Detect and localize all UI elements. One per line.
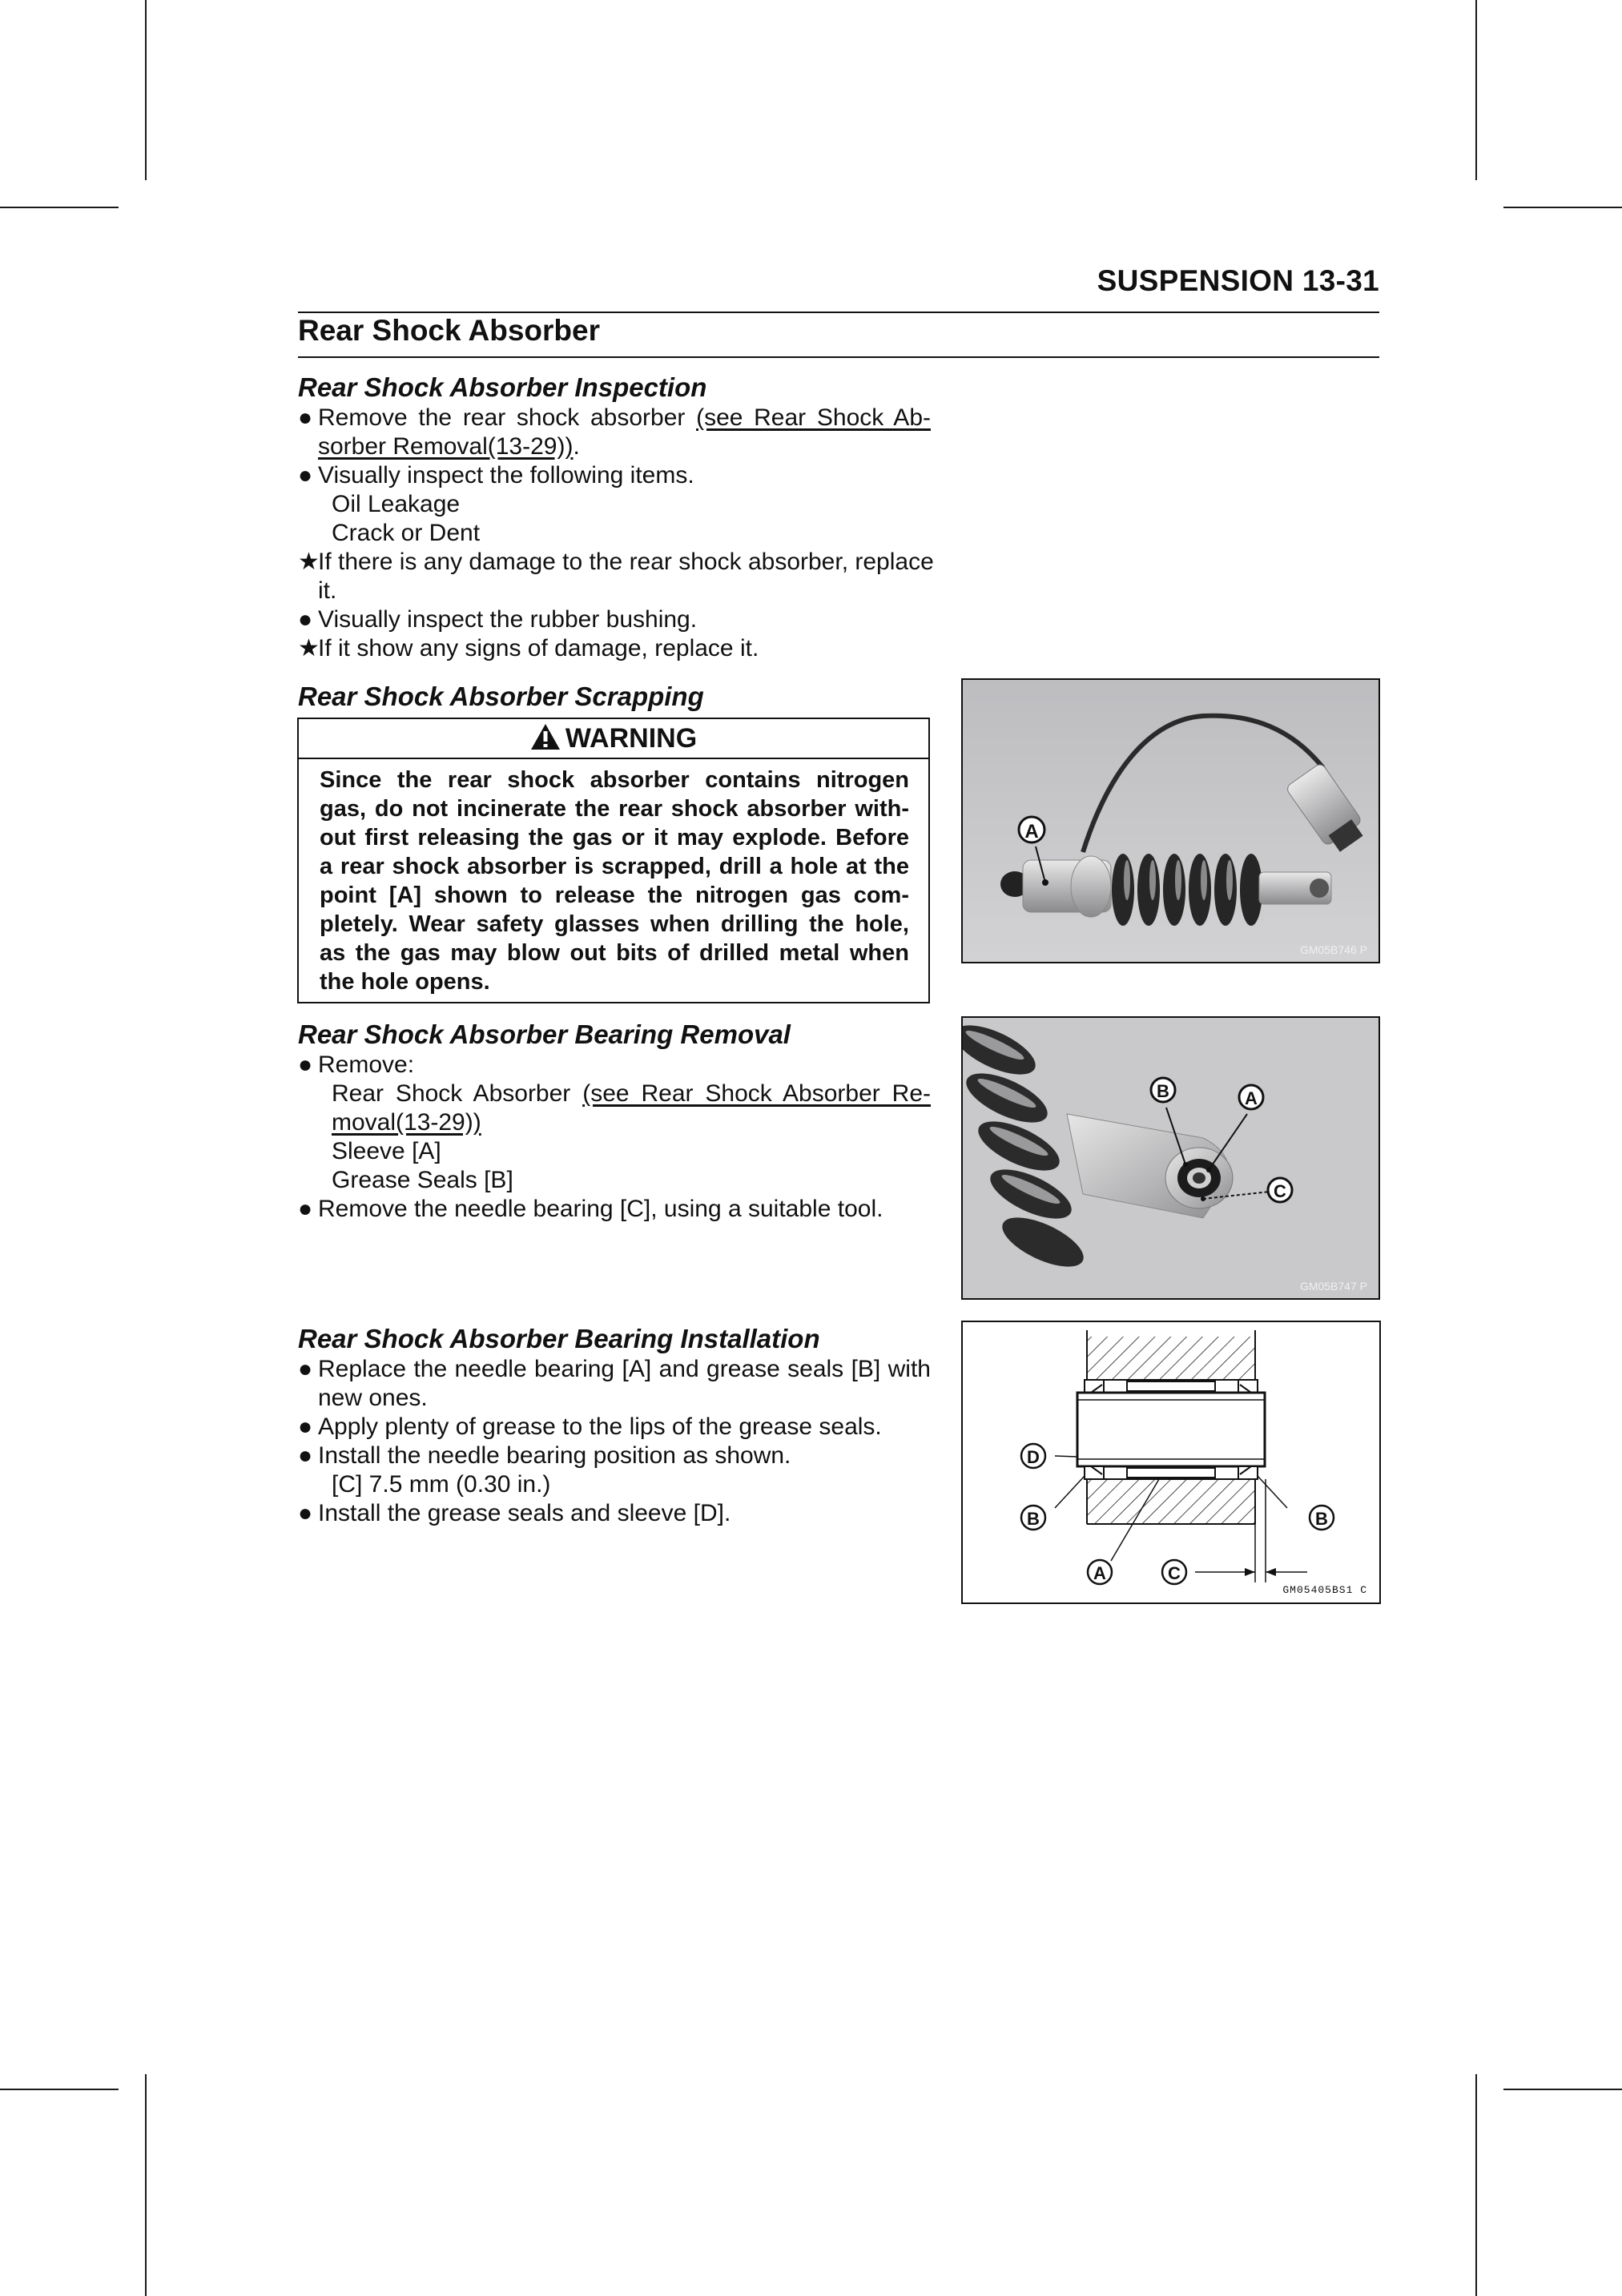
- removal-item-3: Grease Seals [B]: [332, 1167, 513, 1193]
- bullet-icon: ●: [298, 1356, 313, 1382]
- crop-mark: [1503, 2089, 1622, 2090]
- installation-title: Rear Shock Absorber Bearing Installation: [298, 1324, 820, 1353]
- removal-link[interactable]: (see Rear Shock Ab-: [696, 404, 931, 431]
- installation-step-1-cont: new ones.: [318, 1385, 428, 1411]
- removal-link[interactable]: (see Rear Shock Absorber Re-: [582, 1080, 932, 1107]
- inspection-step-1: ● Remove the rear shock absorber (see Rear Shock Ab-: [298, 404, 931, 431]
- warning-header: [299, 719, 928, 759]
- removal-item-2: Sleeve [A]: [332, 1138, 441, 1164]
- bearing-removal-photo: [961, 1016, 1380, 1300]
- inspection-title: Rear Shock Absorber Inspection: [298, 372, 707, 402]
- figure-code: GM05B746 P: [1299, 943, 1367, 956]
- shock-absorber-photo: [961, 678, 1380, 963]
- warning-text-line: as the gas may blow out bits of drilled metal when: [320, 940, 909, 966]
- installation-spec: [C] 7.5 mm (0.30 in.): [332, 1471, 551, 1498]
- installation-step-2: ● Apply plenty of grease to the lips of the grease seals.: [298, 1413, 882, 1440]
- header-rule: [298, 312, 1379, 313]
- figure-label-b: B: [1027, 1509, 1040, 1529]
- removal-item-1-cont: [298, 1108, 481, 1137]
- removal-step-2: ● Remove the needle bearing [C], using a suitable tool.: [298, 1196, 883, 1222]
- section-rule: [298, 356, 1379, 358]
- bullet-icon: ●: [298, 606, 313, 633]
- installation-step-4: ● Install the grease seals and sleeve [D].: [298, 1500, 731, 1526]
- section-title: Rear Shock Absorber: [298, 314, 600, 347]
- figure-label-b: B: [1315, 1509, 1328, 1529]
- warning-text-line: Since the rear shock absorber contains nitrogen: [320, 767, 909, 793]
- warning-text-line: a rear shock absorber is scrapped, drill a hole at the: [320, 854, 909, 879]
- inspection-step-3: ● Visually inspect the rubber bushing.: [298, 606, 698, 633]
- inspection-result-1-cont: it.: [318, 577, 337, 604]
- inspection-result-2: ★If it show any signs of damage, replace it.: [298, 635, 759, 661]
- figure-label-a: A: [1024, 821, 1039, 842]
- removal-link[interactable]: moval(13-29)): [332, 1109, 481, 1136]
- crop-mark: [1475, 2074, 1477, 2296]
- crop-mark: [1503, 207, 1622, 208]
- crop-mark: [145, 2074, 147, 2296]
- removal-step-1: ● Remove:: [298, 1051, 415, 1078]
- bullet-icon: ●: [298, 1413, 313, 1440]
- inspection-step-2: ● Visually inspect the following items.: [298, 462, 694, 489]
- warning-text-line: the hole opens.: [320, 969, 490, 995]
- bullet-icon: ●: [298, 1051, 313, 1078]
- figure-label-a: A: [1093, 1563, 1106, 1583]
- bullet-icon: ●: [298, 1442, 313, 1469]
- bullet-icon: ●: [298, 404, 313, 431]
- warning-triangle-icon: [530, 723, 561, 750]
- bullet-icon: ●: [298, 1196, 313, 1222]
- figure-label-d: D: [1027, 1447, 1040, 1467]
- figure-label-c: C: [1168, 1563, 1181, 1583]
- warning-box: [297, 718, 930, 1003]
- star-icon: ★: [298, 549, 320, 575]
- bearing-removal-illustration: [963, 1018, 1378, 1298]
- bearing-section-drawing: [963, 1322, 1379, 1602]
- scrapping-title: Rear Shock Absorber Scrapping: [298, 682, 704, 711]
- warning-text-line: point [A] shown to release the nitrogen gas com-: [320, 883, 909, 908]
- warning-label: WARNING: [565, 723, 698, 754]
- installation-step-1: ● Replace the needle bearing [A] and grease seals [B] with: [298, 1356, 931, 1382]
- inspection-item: Oil Leakage: [332, 491, 461, 517]
- figure-label-b: B: [1157, 1081, 1169, 1101]
- crop-mark: [1475, 0, 1477, 180]
- removal-item-1: Rear Shock Absorber (see Rear Shock Absorber Re-: [332, 1080, 932, 1107]
- warning-text-line: out first releasing the gas or it may explode. Before: [320, 825, 909, 850]
- shock-absorber-illustration: [963, 680, 1378, 962]
- warning-text-line: gas, do not incinerate the rear shock absorber with-: [320, 796, 909, 822]
- removal-title: Rear Shock Absorber Bearing Removal: [298, 1019, 791, 1049]
- figure-label-a: A: [1245, 1088, 1258, 1108]
- figure-label-c: C: [1274, 1181, 1286, 1201]
- inspection-step-1-cont: sorber Removal(13-29)).: [318, 433, 580, 460]
- crop-mark: [0, 207, 119, 208]
- crop-mark: [145, 0, 147, 180]
- inspection-result-1: ★If there is any damage to the rear shock absorber, replace: [298, 549, 934, 575]
- installation-step-3: ● Install the needle bearing position as shown.: [298, 1442, 791, 1469]
- crop-mark: [0, 2089, 119, 2090]
- figure-code: GM05B747 P: [1299, 1280, 1367, 1293]
- bullet-icon: ●: [298, 1500, 313, 1526]
- removal-link[interactable]: sorber Removal(13-29)): [318, 433, 574, 460]
- star-icon: ★: [298, 635, 320, 661]
- figure-code: GM05405BS1 C: [1282, 1584, 1367, 1596]
- bearing-installation-diagram: [961, 1321, 1381, 1604]
- inspection-item: Crack or Dent: [332, 520, 481, 546]
- page-header: SUSPENSION 13-31: [1097, 264, 1379, 297]
- bullet-icon: ●: [298, 462, 313, 489]
- warning-text-line: pletely. Wear safety glasses when drilling the hole,: [320, 911, 909, 937]
